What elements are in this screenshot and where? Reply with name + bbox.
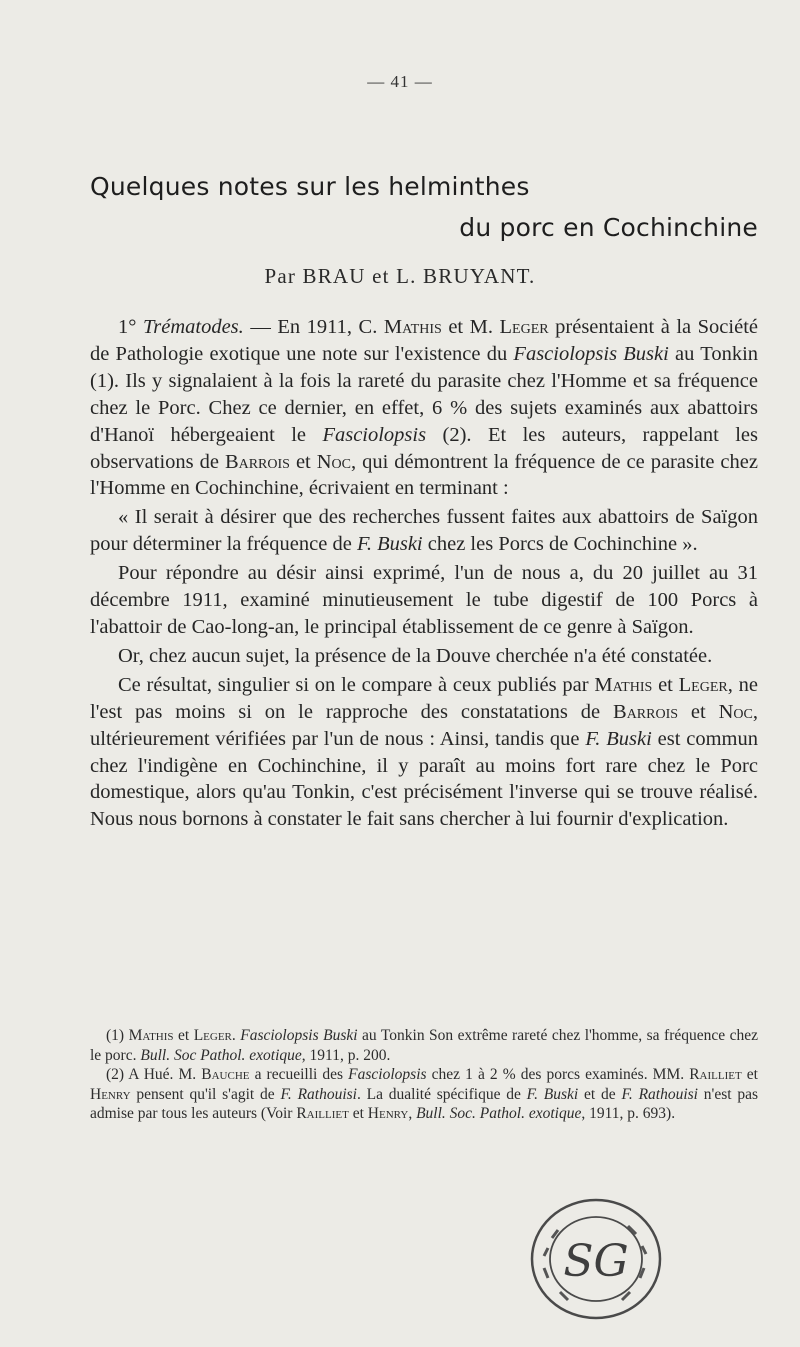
species-name: F. Buski [356, 533, 423, 556]
footnote-2 [90, 1065, 758, 1124]
author-name: Railliet [689, 1066, 742, 1083]
text-run: et [652, 673, 679, 696]
paragraph-examination: Pour répondre au désir ainsi exprimé, l'un de nous a, du 20 juillet au 31 décembre 1911, examiné minutieusement le tube digestif de 100 Porcs à l'abattoir de Cao-long-an, le principal établissement de ce genre à Saïgon. [90, 562, 758, 638]
species-name: F. Buski [526, 1085, 579, 1103]
text-run: a recueilli des [249, 1066, 349, 1083]
author-name: Barrois [224, 450, 290, 473]
text-run: pensent qu'il s'agit de [130, 1085, 281, 1103]
footnotes [90, 1026, 758, 1124]
footnote-1 [90, 1026, 758, 1065]
paragraph-conclusion [90, 672, 758, 833]
text-run: et [741, 1066, 758, 1083]
paragraph-trematodes [90, 314, 758, 502]
text-run: , [408, 1105, 417, 1122]
text-run: chez 1 à 2 % [426, 1066, 516, 1083]
stamp-seal-icon [528, 1196, 664, 1322]
species-name: Fasciolopsis [322, 423, 427, 446]
text-run: , qui démontrent la fréquence de ce parasite chez l'Homme en Cochinchine, écrivaient en terminant : [90, 450, 758, 500]
author-name: Henry [367, 1105, 409, 1122]
article-body [90, 314, 758, 833]
text-run: — En 1911, C. [243, 316, 384, 338]
species-name: F. Buski [585, 727, 652, 750]
author-name: Noc [718, 700, 753, 723]
text-run: et de [578, 1085, 622, 1103]
text-run: est commun chez l'indigène en Cochinchine, il y paraît au moins fort rare chez le Porc domestique, alors qu'au Tonkin, c'est précisément l'inverse qui se trouve réalisé. Nous nous bornons à constater le fait sans chercher à lui fournir d'explication. [90, 727, 759, 831]
page-number: — 41 — [367, 72, 433, 91]
species-name: Fasciolopsis Buski [240, 1027, 358, 1044]
text-run: et [289, 450, 317, 473]
text-run: et [348, 1105, 368, 1122]
author-name: Barrois [613, 700, 679, 723]
text-run: , ultérieurement vérifiées par l'un de nous : Ainsi, tandis que [90, 700, 758, 750]
article-title-line-1: Quelques notes sur les helminthes [90, 172, 530, 201]
text-run: présentaient à la Société de Pathologie exotique une note sur l'existence du [90, 316, 758, 365]
species-name: F. Rathouisi [621, 1085, 698, 1103]
author-name: Leger [678, 673, 728, 696]
species-name: Fasciolopsis Buski [513, 342, 669, 365]
text-run: Ce résultat, singulier si on le compare à ceux publiés par [118, 673, 595, 696]
author-name: Leger [193, 1027, 232, 1044]
text-run: (2). Et les auteurs, rappelant les observations de [90, 423, 758, 473]
journal-name: Bull. Soc Pathol. exotique [140, 1046, 302, 1064]
author-name: Mathis [128, 1027, 174, 1044]
text-run: « Il serait à désirer que des recherches fussent faites aux abattoirs de Saïgon pour déterminer la fréquence de [90, 506, 758, 556]
text-run: des porcs examinés. MM. [515, 1066, 690, 1083]
text-run: , ne l'est pas moins si on le rapproche des constatations de [90, 673, 758, 723]
author-name: Henry [90, 1085, 131, 1103]
author-name: Mathis [383, 316, 442, 338]
text-run: chez les Porcs de Cochinchine ». [422, 533, 698, 556]
paragraph-quotation [90, 504, 758, 558]
text-run: et [173, 1027, 194, 1044]
text-run: . [231, 1027, 241, 1044]
author-name: Bauche [201, 1066, 250, 1083]
text-run: . La dualité spécifique de [357, 1085, 527, 1103]
author-name: Mathis [594, 673, 653, 696]
text-run: au Tonkin Son extrême rareté chez l'homme, sa fréquence chez le porc. [90, 1027, 759, 1064]
text-run: et M. [441, 316, 500, 338]
paragraph-result: Or, chez aucun sujet, la présence de la Douve cherchée n'a été constatée. [118, 644, 713, 667]
text-run: au Tonkin (1). Ils y signalaient à la fois la rareté du parasite chez l'Homme et sa fréquence chez le Porc. Chez ce dernier, en effet, 6 % des sujets examinés aux abattoirs d'Hanoï hébergeaient le [90, 342, 759, 446]
article-title-line-2: du porc en Cochinchine [459, 213, 758, 242]
text-run: 1° [118, 316, 143, 338]
journal-name: Bull. Soc. Pathol. exotique [416, 1105, 582, 1122]
author-name: Leger [499, 316, 549, 338]
text-run: (2) A Hué. M. [106, 1066, 202, 1083]
text-run: et [678, 700, 719, 723]
species-name: Fasciolopsis [348, 1066, 427, 1083]
author-name: Railliet [296, 1105, 349, 1122]
text-run: (1) [106, 1027, 129, 1044]
text-run: , 1911, p. 200. [301, 1046, 391, 1064]
stamp-monogram: SG [563, 1236, 629, 1287]
text-run: , 1911, p. 693). [581, 1105, 676, 1122]
species-name: F. Rathouisi [280, 1085, 357, 1103]
authors-line: Par BRAU et L. BRUYANT. [264, 264, 536, 288]
library-stamp [528, 1196, 664, 1322]
text-run: n'est pas admise par tous les auteurs (Voir [90, 1085, 759, 1122]
author-name: Noc [316, 450, 351, 473]
section-heading: Trématodes. [142, 316, 244, 338]
